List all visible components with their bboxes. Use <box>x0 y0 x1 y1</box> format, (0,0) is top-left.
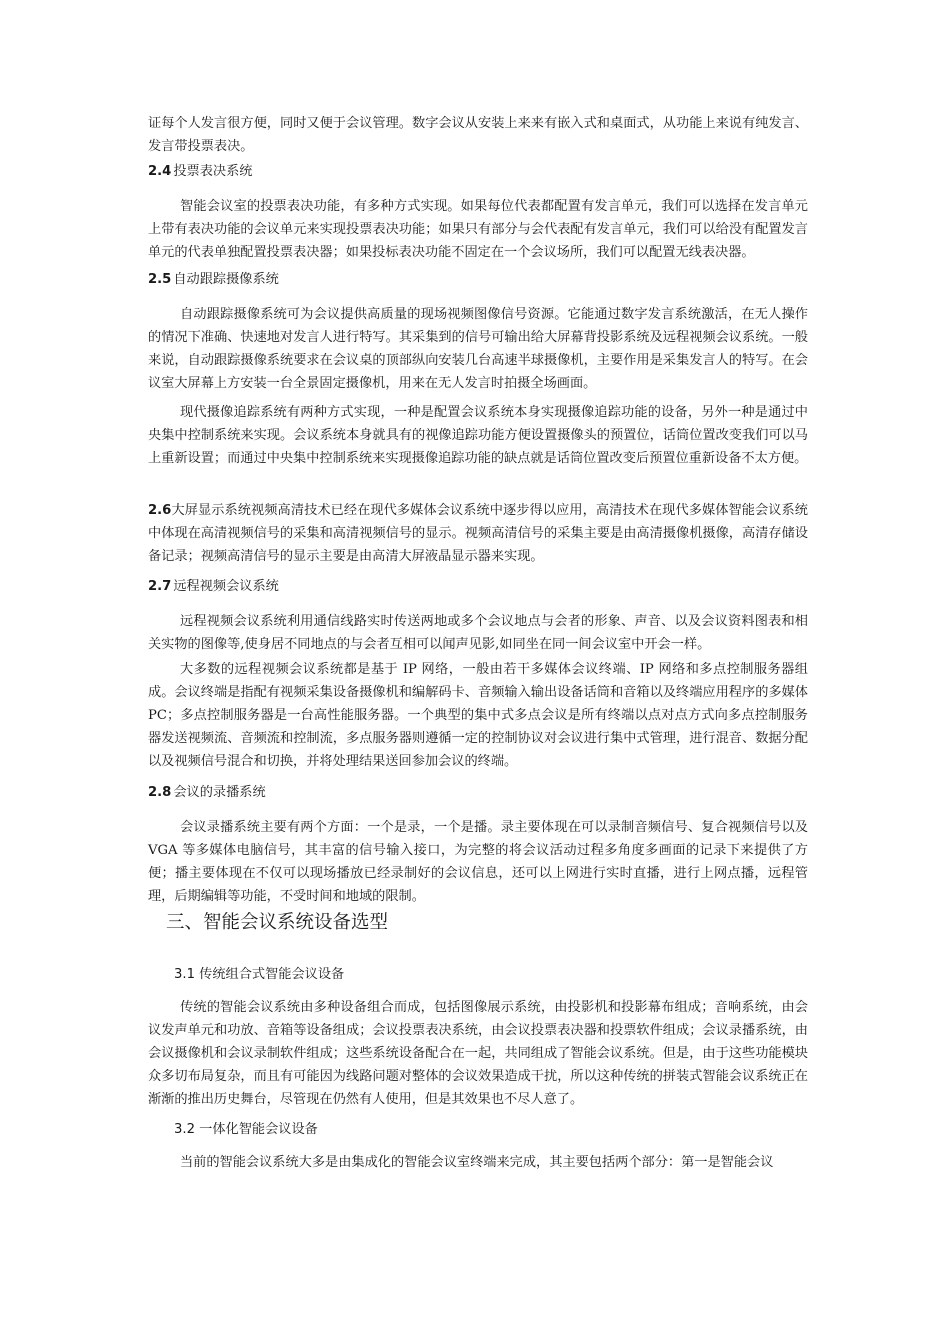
section-3-2-heading: 3.2 一体化智能会议设备 <box>174 1122 318 1137</box>
section-number: 2.5 <box>148 272 172 287</box>
section-number: 2.6 <box>148 503 172 518</box>
section-number: 2.7 <box>148 579 172 594</box>
section-2-7-paragraph-1: 远程视频会议系统利用通信线路实时传送两地或多个会议地点与会者的形象、声音、以及会议资料图表和相关实物的图像等,使身居不同地点的与会者互相可以闻声见影,如同坐在同一间会议室中开会一样。 <box>148 614 808 652</box>
section-title: 远程视频会议系统 <box>173 579 279 594</box>
section-2-5-paragraph-1: 自动跟踪摄像系统可为会议提供高质量的现场视频图像信号资源。它能通过数字发言系统激活，在无人操作的情况下准确、快速地对发言人进行特写。其采集到的信号可输出给大屏幕背投影系统及远程视频会议系统。一般来说，自动跟踪摄像系统要求在会议桌的顶部纵向安装几台高速半球摄像机，主要作用是采集发言人的特写。在会议室大屏幕上方安装一台全景固定摄像机，用来在无人发言时拍摄全场画面。 <box>148 307 808 391</box>
section-title: 投票表决系统 <box>173 164 253 179</box>
section-2-6-text: 视频高清技术已经在现代多媒体会议系统中逐步得以应用，高清技术在现代多媒体智能会议系统中体现在高清视频信号的采集和高清视频信号的显示。视频高清信号的采集主要是由高清摄像机摄像，高清存储设备记录；视频高清信号的显示主要是由高清大屏液晶显示器来实现。 <box>148 503 808 564</box>
section-3-1-paragraph: 传统的智能会议系统由多种设备组合而成，包括图像展示系统，由投影机和投影幕布组成；音响系统，由会议发声单元和功放、音箱等设备组成；会议投票表决系统，由会议投票表决器和投票软件组成；会议录播系统，由会议摄像机和会议录制软件组成；这些系统设备配合在一起，共同组成了智能会议系统。但是，由于这些功能模块众多切布局复杂，而且有可能因为线路问题对整体的会议效果造成干扰，所以这种传统的拼装式智能会议系统正在渐渐的推出历史舞台，尽管现在仍然有人使用，但是其效果也不尽人意了。 <box>148 1000 808 1107</box>
section-2-8-heading <box>148 781 266 804</box>
section-2-7-heading <box>148 575 279 598</box>
section-2-6-paragraph <box>148 499 808 568</box>
section-title: 自动跟踪摄像系统 <box>173 272 279 287</box>
section-2-5-heading <box>148 268 279 291</box>
intro-paragraph: 证每个人发言很方便，同时又便于会议管理。数字会议从安装上来来有嵌入式和桌面式，从功能上来说有纯发言、发言带投票表决。 <box>148 116 808 154</box>
section-title: 会议的录播系统 <box>173 785 266 800</box>
section-2-8-paragraph: 会议录播系统主要有两个方面：一个是录，一个是播。录主要体现在可以录制音频信号、复合视频信号以及 VGA 等多媒体电脑信号，其丰富的信号输入接口，为完整的将会议活动过程多角度多画面的记录下来提供了方便；播主要体现在不仅可以现场播放已经录制好的会议信息，还可以上网进行实时直播，进行上网点播，远程管理，后期编辑等功能，不受时间和地域的限制。 <box>148 820 808 904</box>
section-3-2-paragraph: 当前的智能会议系统大多是由集成化的智能会议室终端来完成，其主要包括两个部分：第一是智能会议 <box>180 1155 774 1170</box>
section-3-1-heading: 3.1 传统组合式智能会议设备 <box>174 967 345 982</box>
section-2-5-paragraph-2: 现代摄像追踪系统有两种方式实现，一种是配置会议系统本身实现摄像追踪功能的设备，另外一种是通过中央集中控制系统来实现。会议系统本身就具有的视像追踪功能方便设置摄像头的预置位，话筒位置改变我们可以马上重新设置；而通过中央集中控制系统来实现摄像追踪功能的缺点就是话筒位置改变后预置位重新设备不太方便。 <box>148 405 808 466</box>
section-title: 大屏显示系统 <box>171 503 252 518</box>
section-2-7-paragraph-2: 大多数的远程视频会议系统都是基于 IP 网络，一般由若干多媒体会议终端、IP 网络和多点控制服务器组成。会议终端是指配有视频采集设备摄像机和编解码卡、音频输入输出设备话筒和音箱以及终端应用程序的多媒体 PC；多点控制服务器是一台高性能服务器。一个典型的集中式多点会议是所有终端以点对点方式向多点控制服务器发送视频流、音频流和控制流，多点服务器则遵循一定的控制协议对会议进行集中式管理，进行混音、数据分配以及视频信号混合和切换，并将处理结果送回参加会议的终端。 <box>148 662 808 769</box>
section-2-4-heading <box>148 160 253 183</box>
chapter-3-title: 三、智能会议系统设备选型 <box>166 912 389 933</box>
section-number: 2.4 <box>148 164 172 179</box>
section-number: 2.8 <box>148 785 172 800</box>
section-2-4-paragraph: 智能会议室的投票表决功能，有多种方式实现。如果每位代表都配置有发言单元，我们可以选择在发言单元上带有表决功能的会议单元来实现投票表决功能；如果只有部分与会代表配有发言单元，我们可以给没有配置发言单元的代表单独配置投票表决器；如果投标表决功能不固定在一个会议场所，我们可以配置无线表决器。 <box>148 199 808 260</box>
section-2-6-heading <box>148 503 251 518</box>
